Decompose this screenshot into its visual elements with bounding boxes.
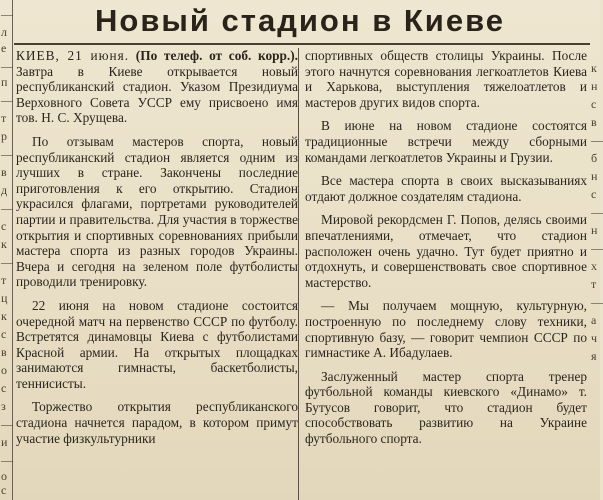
margin-char: о [1, 469, 7, 483]
article-column-2 [305, 48, 587, 500]
article-paragraph: Заслуженный мастер спорта тренер футбольной команды киевского «Динамо» т. Бутусов говорит, что стадион будет способствовать развитию на Украине футбольного спорта. [305, 368, 587, 447]
article-paragraph: Торжество открытия республиканского стадиона начнется парадом, в котором примут участие физкультурники [16, 399, 298, 446]
margin-char: к [1, 309, 7, 323]
margin-char: т [1, 111, 7, 125]
margin-char: — [1, 93, 13, 107]
margin-char: ч [591, 331, 598, 345]
margin-char: т [591, 277, 597, 291]
margin-char: к [1, 237, 7, 251]
margin-char: с [1, 219, 7, 233]
margin-char: — [1, 201, 13, 215]
source-note: (По телеф. от соб. корр.). [135, 48, 299, 63]
headline-rule [14, 43, 590, 45]
margin-char: з [1, 399, 6, 413]
paragraph-text: Завтра в Киеве открывается новый республиканский стадион. Указом Президиума Верховного Совета УССР ему присвоено имя тов. Н. С. Хрущева. [16, 63, 298, 126]
margin-char: — [591, 295, 603, 309]
margin-char: в [1, 165, 7, 179]
margin-char: и [1, 435, 8, 449]
margin-char: — [1, 59, 13, 73]
article-column-1 [16, 48, 298, 500]
article-paragraph: 22 июня на новом стадионе состоится очередной матч на первенство СССР по футболу. Встретятся динамовцы Киева с футболистами Красной армии. На открытых площадках занимаются гимнасты, баскетболисты, теннисисты. [16, 297, 298, 391]
article-paragraph: — Мы получаем мощную, культурную, построенную по последнему слову техники, спортивную базу, — говорит чемпион СССР по гимнастике А. Ибадулаев. [305, 298, 587, 361]
margin-char: — [591, 241, 603, 255]
margin-char: в [1, 345, 7, 359]
margin-char: с [1, 327, 7, 341]
margin-char: с [591, 97, 597, 111]
margin-char: с [1, 381, 7, 395]
margin-char: п [1, 75, 8, 89]
margin-char: — [1, 147, 13, 161]
margin-char: — [1, 417, 13, 431]
margin-char: с [591, 187, 597, 201]
margin-char: н [591, 79, 598, 93]
left-margin-fragments [0, 0, 13, 500]
article-paragraph: Все мастера спорта в своих высказываниях отдают должное создателям стадиона. [305, 173, 587, 204]
margin-char: р [1, 129, 7, 143]
margin-char: а [591, 313, 597, 327]
margin-char: — [1, 7, 13, 21]
headline: Новый стадион в Киеве [95, 3, 505, 38]
margin-char: н [591, 169, 598, 183]
right-margin-fragments [590, 0, 603, 500]
article-paragraph: В июне на новом стадионе состоятся традиционные встречи между сборными командами легкоатлетов Украины и Грузии. [305, 118, 587, 165]
margin-char: — [1, 255, 13, 269]
margin-char: н [591, 223, 598, 237]
margin-char: л [1, 25, 7, 39]
margin-char: я [591, 349, 597, 363]
margin-char: с [1, 483, 7, 497]
margin-char: — [591, 205, 603, 219]
margin-char: — [591, 133, 603, 147]
article-paragraph: Мировой рекордсмен Г. Попов, делясь своими впечатлениями, отмечает, что стадион расположен очень удачно. Тут будет приятно и отдохнуть, и совершенствовать свое спортивное мастерство. [305, 212, 587, 290]
margin-char: т [1, 273, 7, 287]
margin-char: ц [1, 291, 8, 305]
dateline: КИЕВ, 21 июня. [16, 48, 130, 63]
margin-char: — [1, 453, 13, 467]
margin-char: х [591, 259, 597, 273]
article-paragraph: спортивных обществ столицы Украины. После этого начнутся соревнования легкоатлетов Киева и Харькова, выступления тяжелоатлетов и мастеров других видов спорта. [305, 48, 587, 110]
margin-char: е [1, 41, 7, 55]
column-divider [298, 48, 299, 500]
article-paragraph: По отзывам мастеров спорта, новый республиканский стадион является одним из лучших в стране. Закончены последние приготовления к его открытию. Стадион украсился флагами, портретами руководителей партии и правительства. Для участия в торжестве открытия и спортивных соревнованиях прибыли мастера спорта из разных городов Украины. Вчера и сегодня на зеленом поле футболисты проводили тренировку. [16, 133, 298, 290]
margin-char: о [1, 363, 7, 377]
margin-char: к [591, 61, 597, 75]
margin-char: д [1, 183, 8, 197]
margin-char: в [591, 115, 597, 129]
margin-char: б [591, 151, 598, 165]
article-paragraph [16, 48, 298, 126]
